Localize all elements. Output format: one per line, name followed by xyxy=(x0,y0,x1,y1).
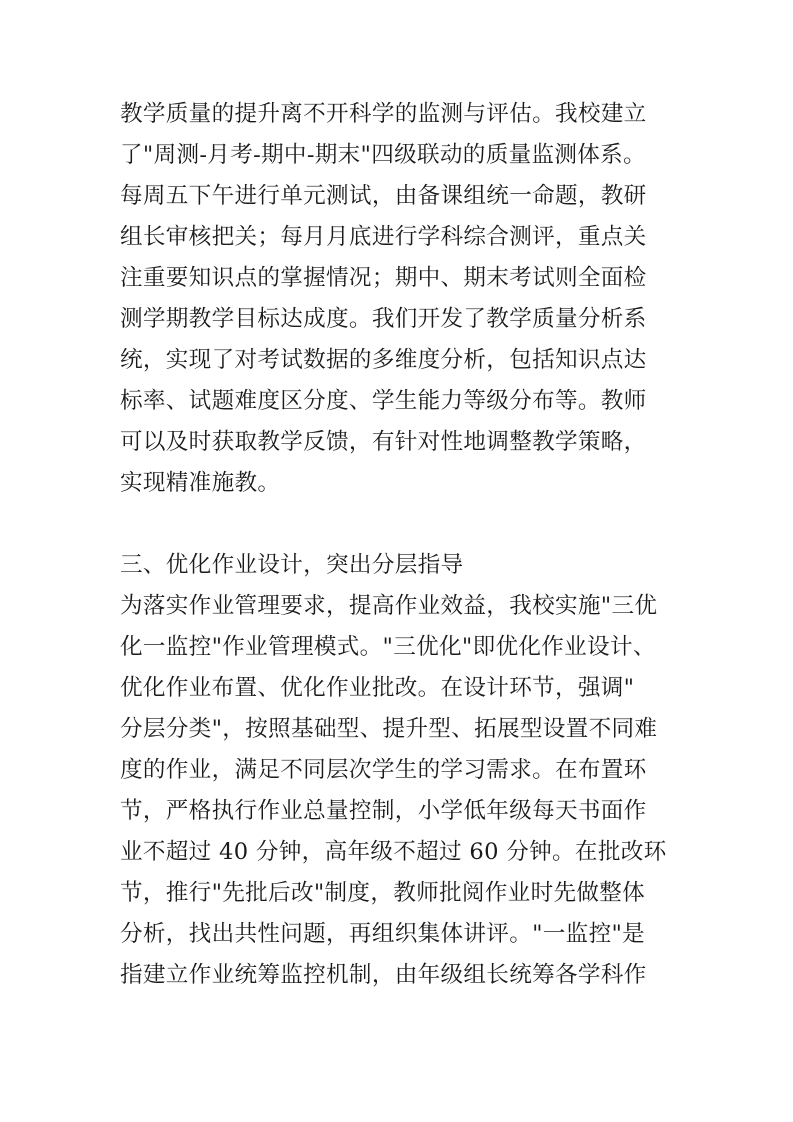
paragraph-line: 标率、试题难度区分度、学生能力等级分布等。教师 xyxy=(120,388,647,414)
paragraph-line: 分层分类"，按照基础型、提升型、拓展型设置不同难 xyxy=(120,716,658,742)
paragraph-line: 业不超过 40 分钟，高年级不超过 60 分钟。在批改环 xyxy=(120,839,667,865)
paragraph-line: 可以及时获取教学反馈，有针对性地调整教学策略， xyxy=(120,429,647,455)
paragraph-line: 化一监控"作业管理模式。"三优化"即优化作业设计、 xyxy=(120,634,656,660)
section-heading: 三、优化作业设计，突出分层指导 xyxy=(120,552,464,578)
paragraph-line: 度的作业，满足不同层次学生的学习需求。在布置环 xyxy=(120,757,647,783)
paragraph-homework-design xyxy=(120,586,680,996)
paragraph-line: 组长审核把关；每月月底进行学科综合测评，重点关 xyxy=(120,224,647,250)
document-page xyxy=(120,94,680,996)
paragraph-line: 优化作业布置、优化作业批改。在设计环节，强调" xyxy=(120,675,635,701)
paragraph-line: 了"周测-月考-期中-期末"四级联动的质量监测体系。 xyxy=(120,142,646,168)
paragraph-line: 为落实作业管理要求，提高作业效益，我校实施"三优 xyxy=(120,593,658,619)
paragraph-line: 测学期教学目标达成度。我们开发了教学质量分析系 xyxy=(120,306,647,332)
paragraph-line: 节，推行"先批后改"制度，教师批阅作业时先做整体 xyxy=(120,880,646,906)
paragraph-line: 注重要知识点的掌握情况；期中、期末考试则全面检 xyxy=(120,265,647,291)
paragraph-spacer xyxy=(120,504,680,545)
paragraph-line: 教学质量的提升离不开科学的监测与评估。我校建立 xyxy=(120,101,647,127)
paragraph-line: 实现精准施教。 xyxy=(120,470,281,496)
paragraph-line: 节，严格执行作业总量控制，小学低年级每天书面作 xyxy=(120,798,647,824)
paragraph-line: 统，实现了对考试数据的多维度分析，包括知识点达 xyxy=(120,347,647,373)
paragraph-line: 指建立作业统筹监控机制，由年级组长统筹各学科作 xyxy=(120,962,647,988)
paragraph-line: 每周五下午进行单元测试，由备课组统一命题，教研 xyxy=(120,183,647,209)
paragraph-line: 分析，找出共性问题，再组织集体讲评。"一监控"是 xyxy=(120,921,646,947)
paragraph-quality-monitoring xyxy=(120,94,680,504)
